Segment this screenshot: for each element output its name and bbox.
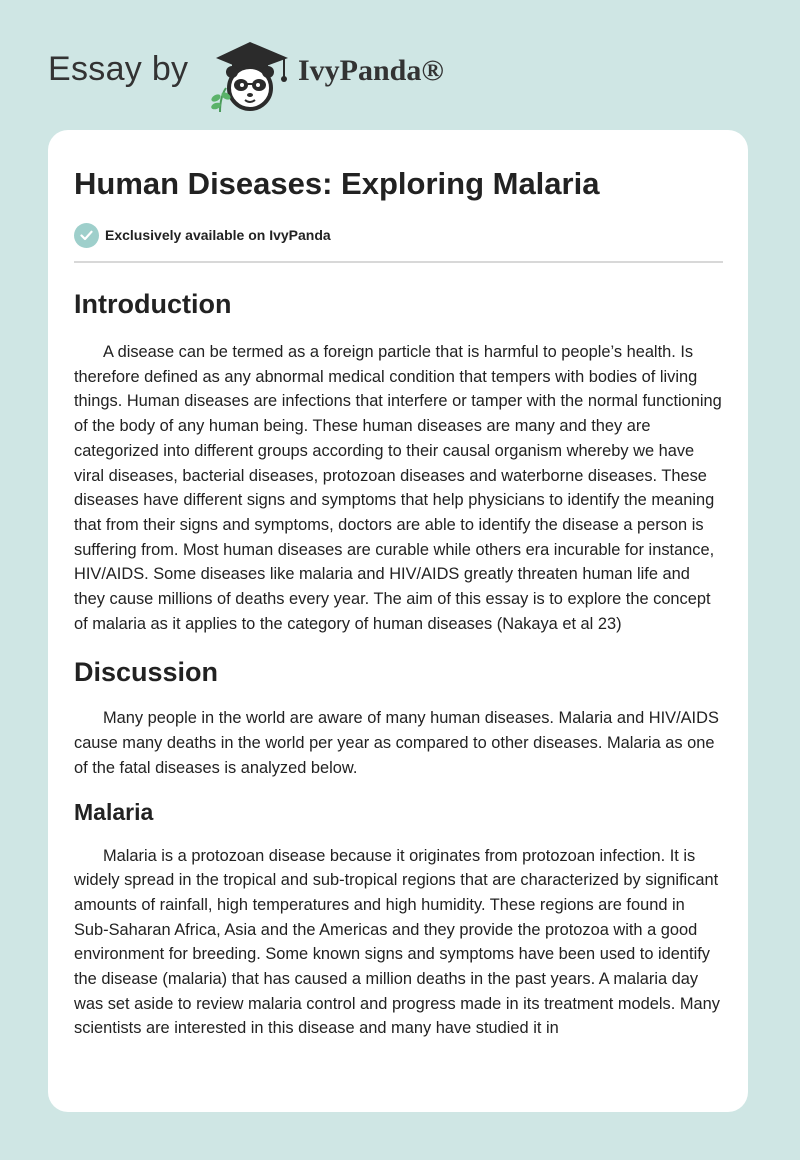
article-body xyxy=(74,280,723,1041)
panda-logo-icon xyxy=(202,36,294,112)
exclusive-label: Exclusively available on IvyPanda xyxy=(105,227,331,243)
check-icon xyxy=(74,223,99,248)
page-title: Human Diseases: Exploring Malaria xyxy=(74,166,600,201)
essay-card xyxy=(48,130,748,1112)
exclusive-badge xyxy=(74,222,331,248)
brand-prefix: Essay by xyxy=(48,50,189,88)
section-paragraph-introduction: A disease can be termed as a foreign particle that is harmful to people’s health. Is therefore defined as any abnormal medical condition that tempers with bodies of living things. Human diseases are infections that interfere or tamper with the normal functioning of the body of any human being. These human diseases are many and they are categorized into different groups according to their causal organism whereby we have viral diseases, bacterial diseases, protozoan diseases and waterborne diseases. These diseases have different signs and symptoms that help physicians to identify the meaning that from their signs and symptoms, doctors are able to identify the disease a person is suffering from. Most human diseases are curable while others era incurable for instance, HIV/AIDS. Some diseases like malaria and HIV/AIDS greatly threaten human life and they cause millions of deaths every year. The aim of this essay is to explore the concept of malaria as it applies to the category of human diseases (Nakaya et al 23) xyxy=(74,343,722,633)
brand-name: IvyPanda® xyxy=(298,54,444,87)
divider xyxy=(74,261,723,263)
section-paragraph-discussion: Many people in the world are aware of many human diseases. Malaria and HIV/AIDS cause many deaths in the world per year as compared to other diseases. Malaria as one of the fatal diseases is analyzed below. xyxy=(74,709,719,777)
section-heading-discussion: Discussion xyxy=(74,657,219,688)
section-heading-introduction: Introduction xyxy=(74,289,232,319)
section-paragraph-malaria: Malaria is a protozoan disease because it originates from protozoan infection. It is widely spread in the tropical and sub-tropical regions that are characterized by significant amounts of rainfall, high temperatures and high humidity. These regions are found in Sub-Saharan Africa, Asia and the Americas and they provide the protozoa with a good environment for breeding. Some known signs and symptoms have been used to identify the disease (malaria) that has caused a million deaths in the past years. A malaria day was set aside to review malaria control and progress made in its treatment models. Many scientists are interested in this disease and many have studied it in xyxy=(74,846,720,1038)
brand-header[interactable] xyxy=(48,32,468,112)
section-heading-malaria: Malaria xyxy=(74,798,154,825)
